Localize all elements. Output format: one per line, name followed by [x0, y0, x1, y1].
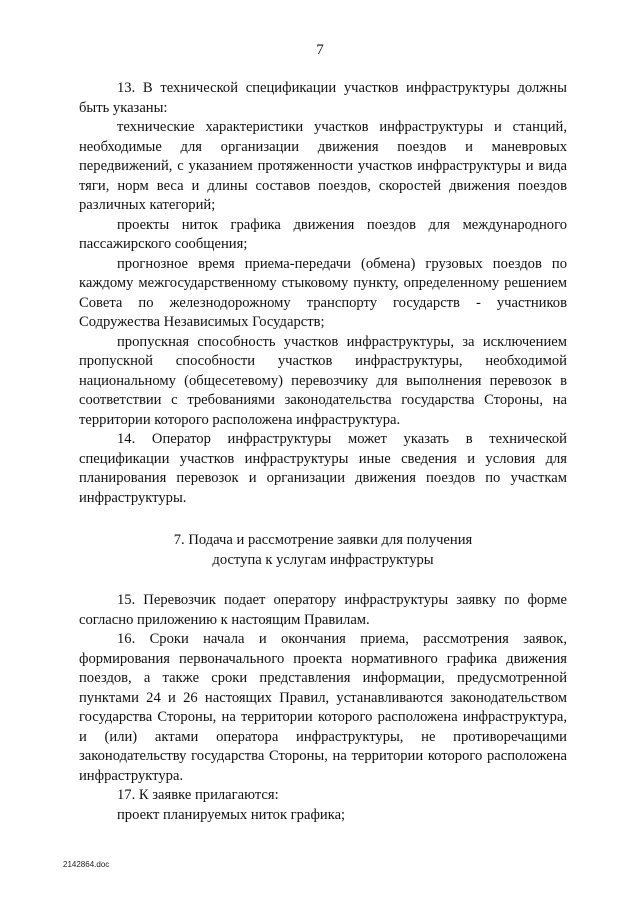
page-number: 7	[316, 42, 324, 58]
paragraph-15: 15. Перевозчик подает оператору инфраструктуры заявку по форме согласно приложению к настоящим Правилам.	[79, 592, 567, 628]
section-heading-line2: доступа к услугам инфраструктуры	[212, 551, 434, 568]
section-heading	[79, 531, 567, 570]
paragraph-17-item-draft-paths: проект планируемых ниток графика;	[117, 806, 346, 823]
paragraph-13-item-characteristics: технические характеристики участков инфраструктуры и станций, необходимые для организации движения поездов и маневровых передвижений, с указанием протяженности участков инфраструктуры и вида тяги, норм веса и длины составов поездов, скоростей движения поездов различных категорий;	[79, 119, 567, 213]
paragraph-13-item-exchange-time: прогнозное время приема-передачи (обмена) грузовых поездов по каждому межгосударственному стыковому пункту, определенному решением Совета по железнодорожному транспорту государств - участников Содружества Независимых Государств;	[79, 255, 567, 330]
paragraph-16: 16. Сроки начала и окончания приема, рассмотрения заявок, формирования первоначального проекта нормативного графика движения поездов, а также сроки представления информации, предусмотренной пунктами 24 и 26 настоящих Правил, устанавливаются законодательством государства Стороны, на территории которого расположена инфраструктура, и (или) актами оператора инфраструктуры, не противоречащими законодательству государства Стороны, на территории которого расположена инфраструктура.	[79, 631, 567, 784]
paragraph-17-intro: 17. К заявке прилагаются:	[117, 787, 279, 803]
paragraph-14: 14. Оператор инфраструктуры может указать в технической спецификации участков инфраструктуры иные сведения и условия для планирования перевозок и организации движения поездов по участкам инфраструктуры.	[79, 431, 567, 506]
paragraph-13-intro: 13. В технической спецификации участков инфраструктуры должны быть указаны:	[79, 80, 567, 116]
document-body	[79, 79, 567, 825]
footer-filename: 2142864.doc	[63, 860, 110, 869]
paragraph-13-item-train-paths: проекты ниток графика движения поездов для международного пассажирского сообщения;	[79, 216, 567, 252]
paragraph-13-item-capacity: пропускная способность участков инфраструктуры, за исключением пропускной способности участков инфраструктуры, необходимой национальному (общесетевому) перевозчику для выполнения перевозок в соответствии с требованиями законодательства государства Стороны, на территории которого расположена инфраструктура.	[79, 333, 567, 428]
section-heading-line1: 7. Подача и рассмотрение заявки для получения	[173, 532, 473, 548]
